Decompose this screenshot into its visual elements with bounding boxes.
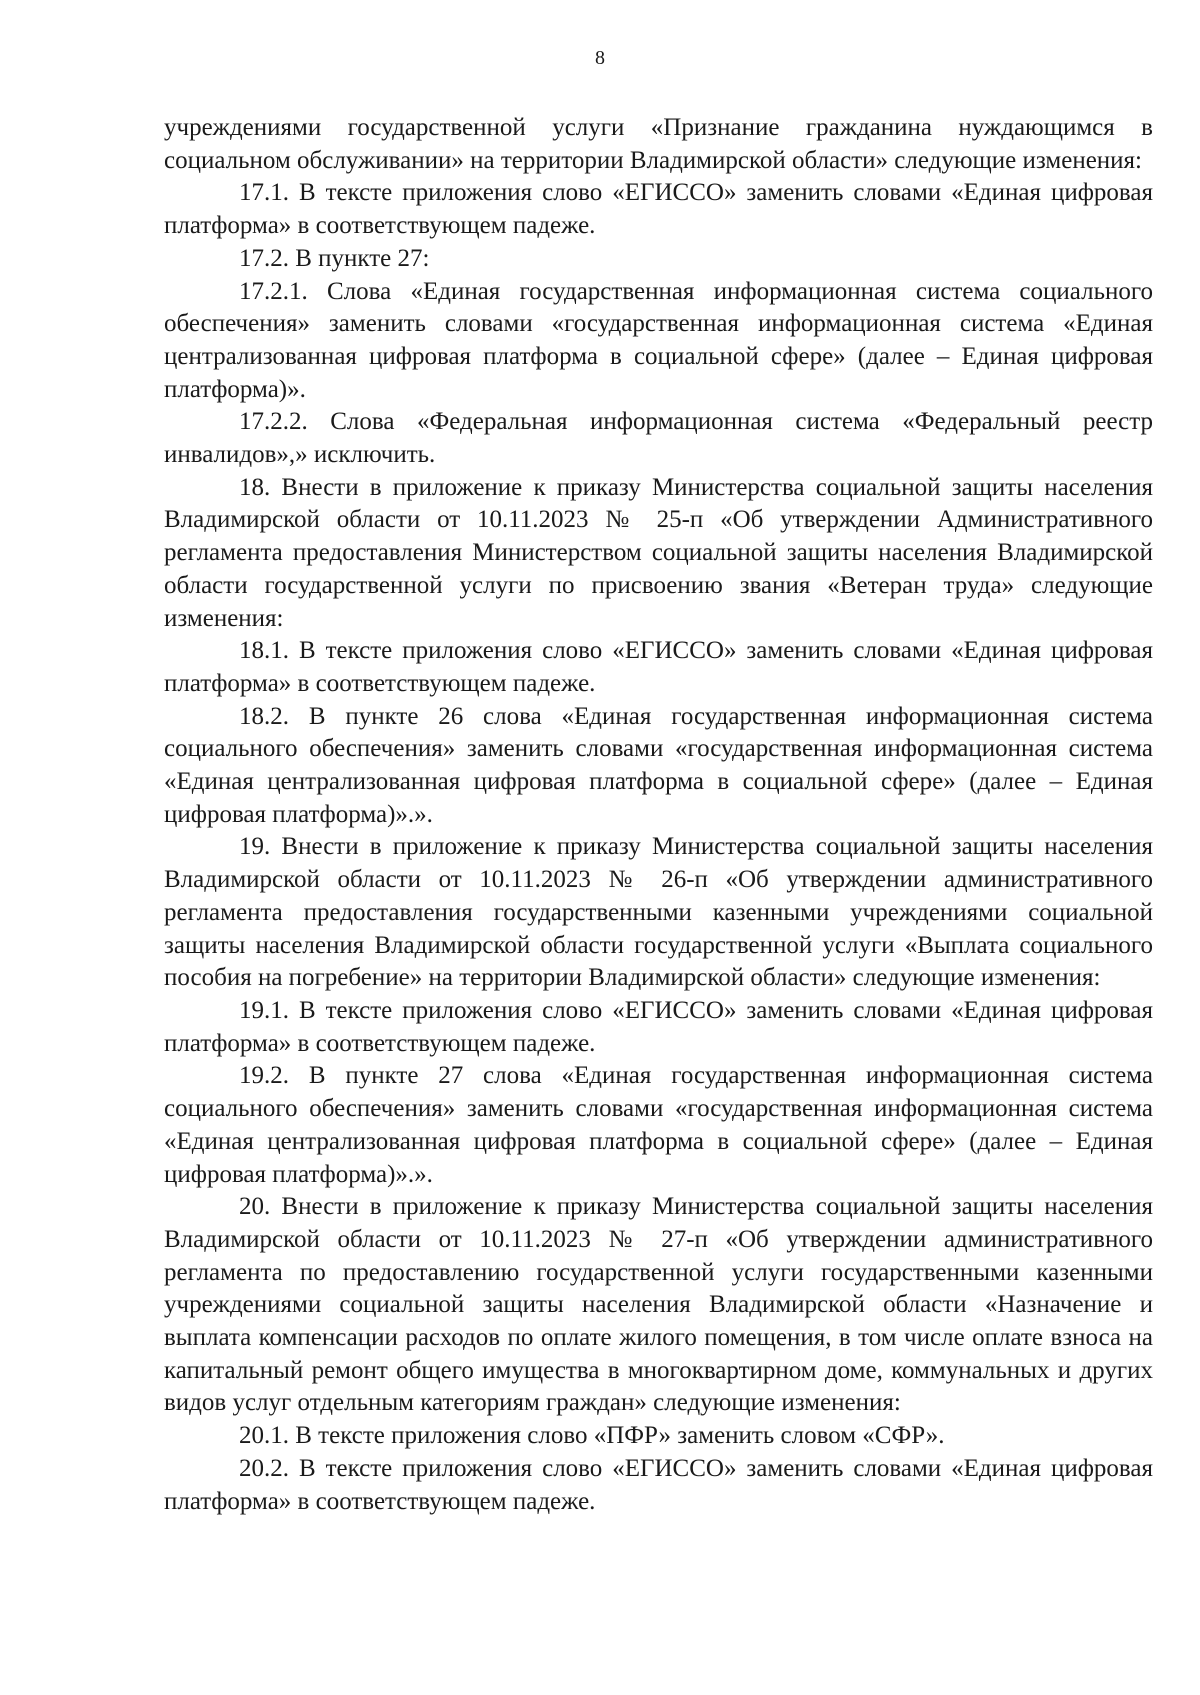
paragraph-17-2: 17.2. В пункте 27: xyxy=(239,244,430,272)
paragraph-19-2: 19.2. В пункте 27 слова «Единая государственная информационная система социального обеспечения» заменить словами «государственная информационная система «Единая централизованная цифровая платформа в социальной сфере» (далее – Единая цифровая платформа)».». xyxy=(164,1062,1153,1188)
paragraph-20: 20. Внести в приложение к приказу Министерства социальной защиты населения Владимирской области от 10.11.2023 № 27-п «Об утверждении административного регламента по предоставлению государственной услуги государственными казенными учреждениями социальной защиты населения Владимирской области «Назначение и выплата компенсации расходов по оплате жилого помещения, в том числе оплате взноса на капитальный ремонт общего имущества в многоквартирном доме, коммунальных и других видов услуг отдельным категориям граждан» следующие изменения: xyxy=(164,1193,1153,1417)
paragraph-17-2-1: 17.2.1. Слова «Единая государственная информационная система социального обеспечения» заменить словами «государственная информационная система «Единая централизованная цифровая платформа в социальной сфере» (далее – Единая цифровая платформа)». xyxy=(164,277,1153,403)
paragraph-19-1: 19.1. В тексте приложения слово «ЕГИССО» заменить словами «Единая цифровая платформа» в соответствующем падеже. xyxy=(164,996,1153,1057)
document-body xyxy=(164,112,1153,1518)
paragraph-19: 19. Внести в приложение к приказу Министерства социальной защиты населения Владимирской области от 10.11.2023 № 26-п «Об утверждении административного регламента предоставления государственными казенными учреждениями социальной защиты населения Владимирской области государственной услуги «Выплата социального пособия на погребение» на территории Владимирской области» следующие изменения: xyxy=(164,833,1153,992)
paragraph-continuation: учреждениями государственной услуги «Признание гражданина нуждающимся в социальном обслуживании» на территории Владимирской области» следующие изменения: xyxy=(164,114,1153,174)
paragraph-20-1: 20.1. В тексте приложения слово «ПФР» заменить словом «СФР». xyxy=(239,1422,945,1450)
paragraph-17-2-2: 17.2.2. Слова «Федеральная информационная система «Федеральный реестр инвалидов»,» исключить. xyxy=(164,408,1153,469)
paragraph-17-1: 17.1. В тексте приложения слово «ЕГИССО» заменить словами «Единая цифровая платформа» в соответствующем падеже. xyxy=(164,179,1153,240)
page-number: 8 xyxy=(595,47,605,69)
paragraph-18-2: 18.2. В пункте 26 слова «Единая государственная информационная система социального обеспечения» заменить словами «государственная информационная система «Единая централизованная цифровая платформа в социальной сфере» (далее – Единая цифровая платформа)».». xyxy=(164,702,1153,828)
paragraph-20-2: 20.2. В тексте приложения слово «ЕГИССО» заменить словами «Единая цифровая платформа» в соответствующем падеже. xyxy=(164,1454,1153,1515)
paragraph-18-1: 18.1. В тексте приложения слово «ЕГИССО» заменить словами «Единая цифровая платформа» в соответствующем падеже. xyxy=(164,637,1153,697)
paragraph-18: 18. Внести в приложение к приказу Министерства социальной защиты населения Владимирской области от 10.11.2023 № 25-п «Об утверждении Административного регламента предоставления Министерством социальной защиты населения Владимирской области государственной услуги по присвоению звания «Ветеран труда» следующие изменения: xyxy=(164,473,1153,632)
